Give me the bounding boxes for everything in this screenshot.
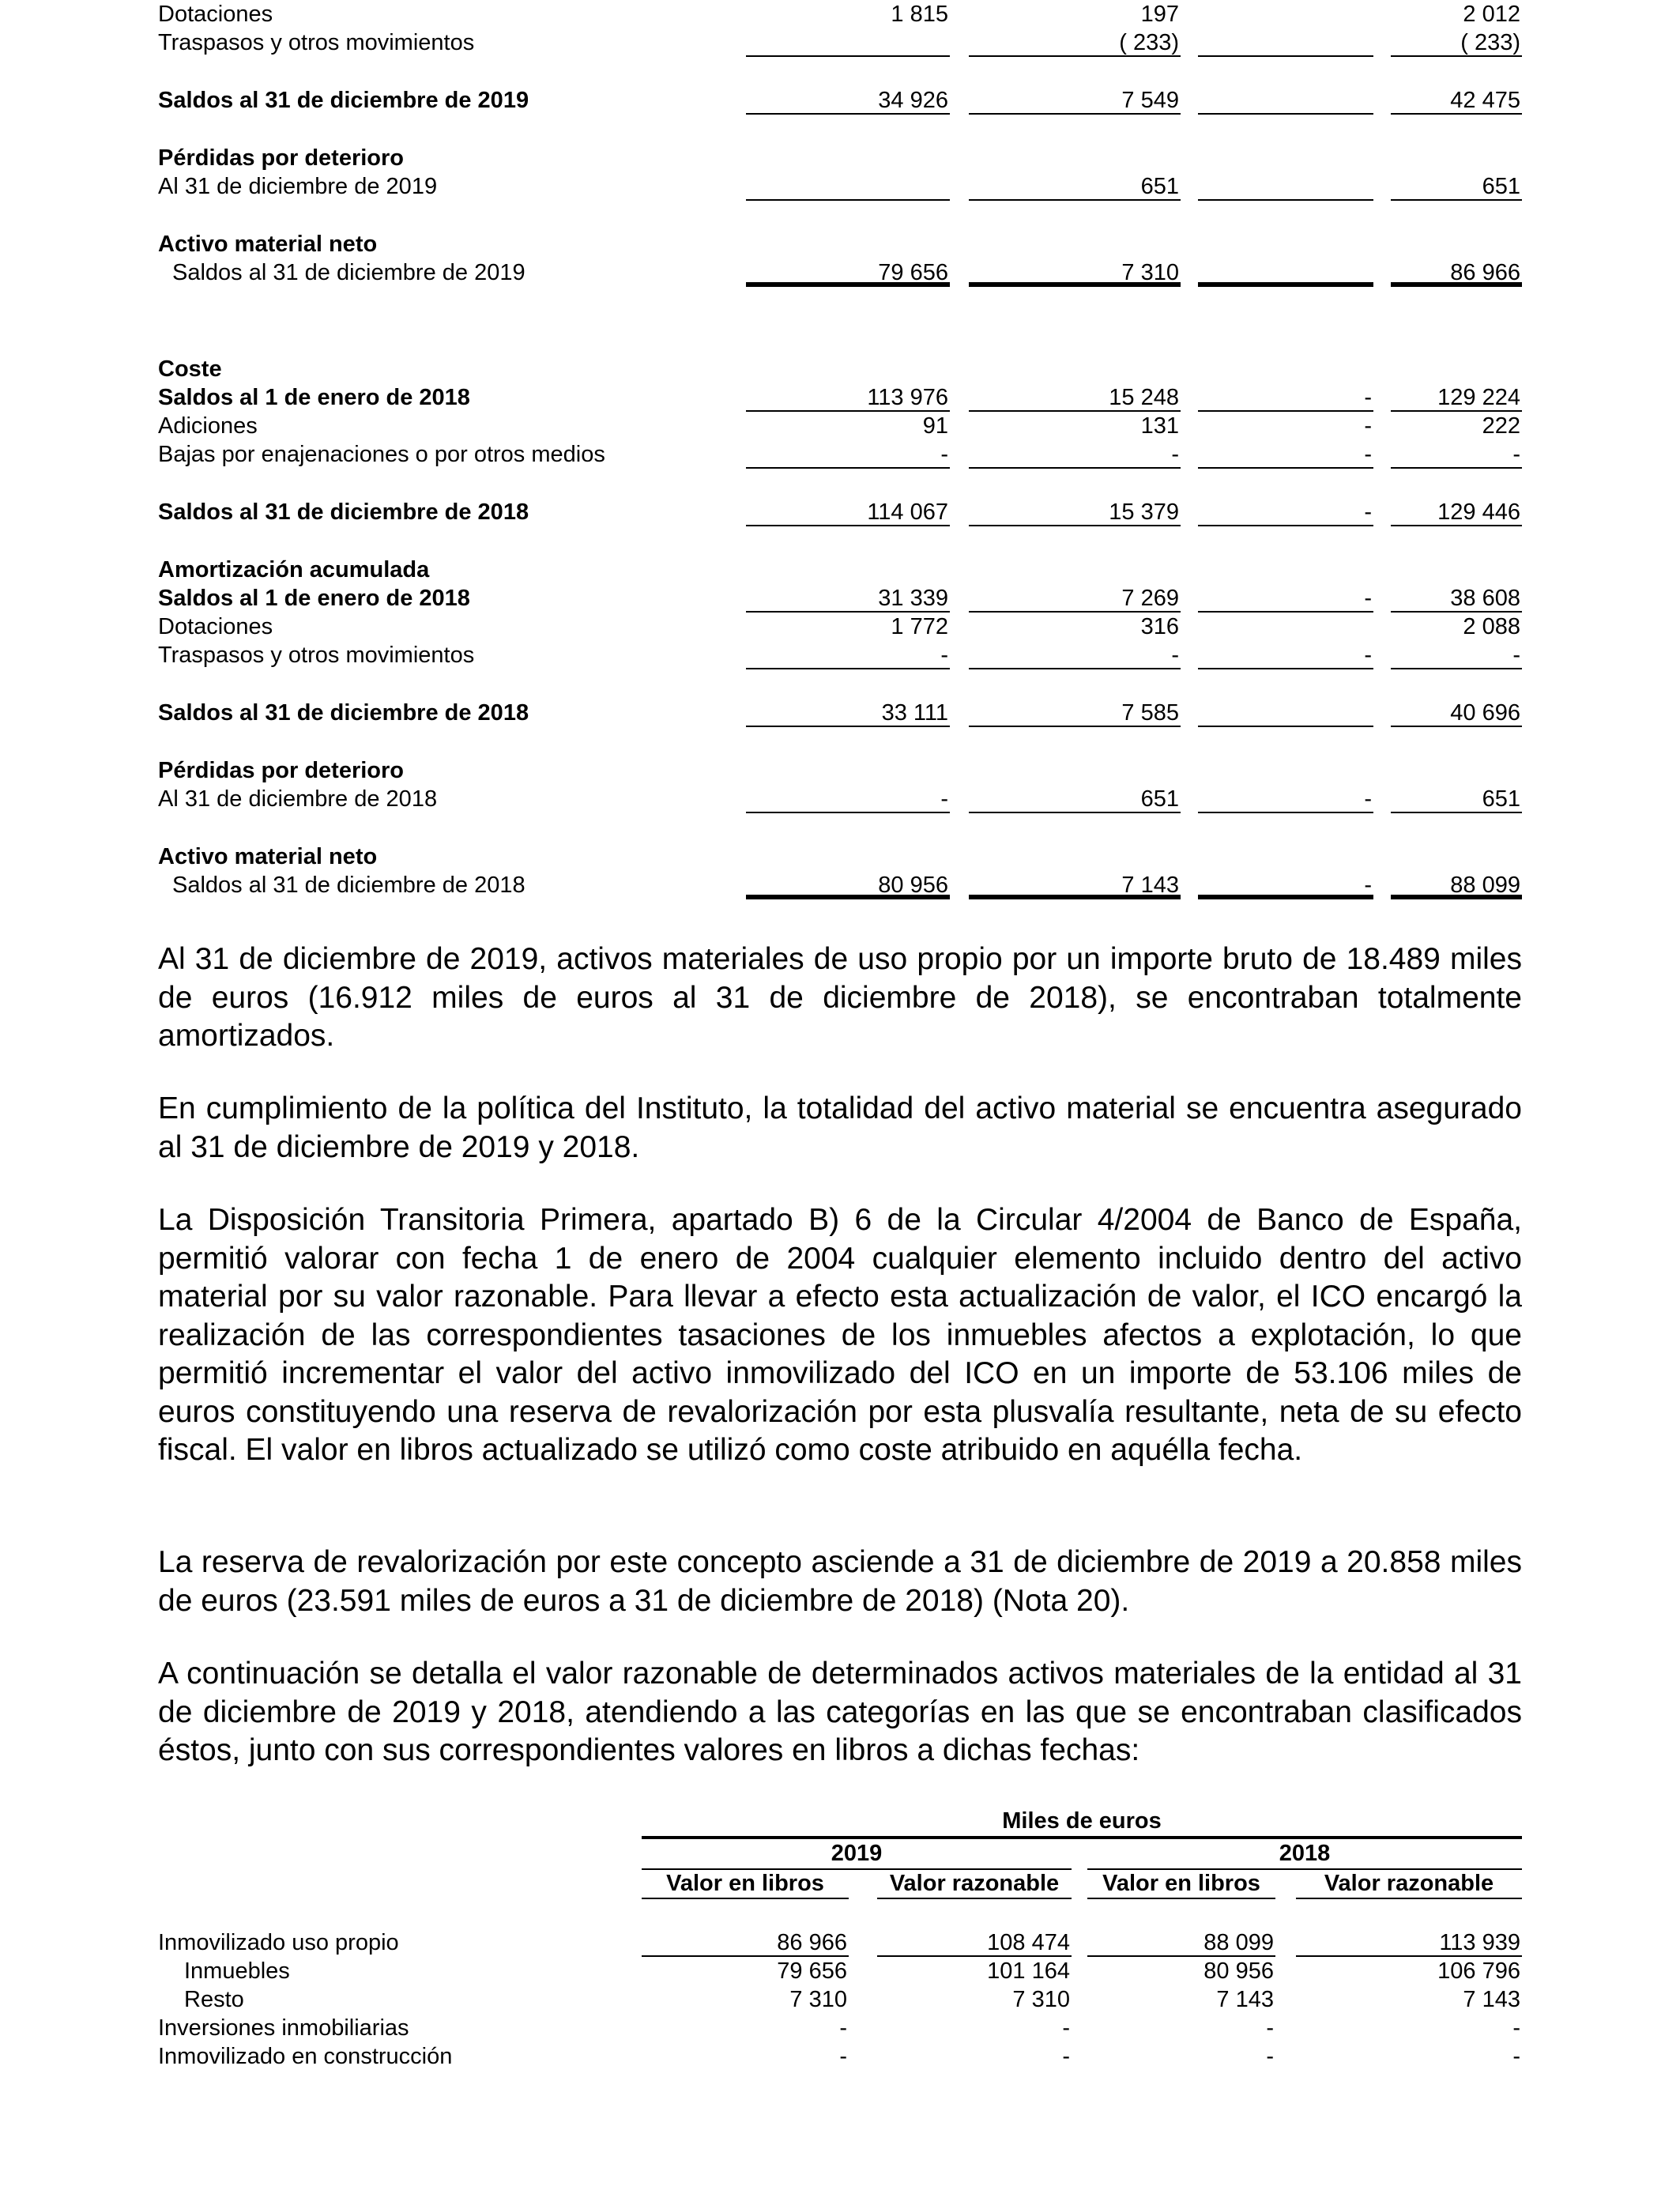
cell-value [746,172,950,201]
cell-value: - [1364,413,1372,439]
cell-value: 129 224 [1391,383,1522,412]
cell-value: - [1198,871,1373,899]
section-heading [0,756,1680,785]
paragraph-revaluation: La Disposición Transitoria Primera, apartado B) 6 de la Circular 4/2004 de Banco de España, permitió valorar con fecha 1 de enero de 2004 cualquier elemento incluido dentro del activo material por su valor razonable. Para llevar a efecto esta actualización de valor, el ICO encargó la realización de las correspondientes tasaciones de los inmuebles afectos a explotación, lo que permitió incrementar el valor del activo inmovilizado del ICO en un importe de 53.106 miles de euros constituyendo una reserva de revalorización por esta plusvalía resultante, neta de su efecto fiscal. El valor en libros actualizado se utilizó como coste atribuido en aquélla fecha. [158,1203,1522,1467]
cell-value: - [1198,641,1373,669]
cell-value [1198,86,1373,115]
cell-value [1198,28,1373,57]
divider [1087,1898,1275,1899]
cell-value: - [1266,2015,1274,2041]
cell-value [1198,0,1373,28]
table-row [0,2014,1680,2042]
table-row [0,584,1680,613]
cell-value: 40 696 [1391,699,1522,727]
cell-value: 7 143 [969,871,1181,899]
year-header-2019: 2019 [831,1841,883,1866]
row-label: Bajas por enajenaciones o por otros medios [158,442,605,467]
row-label: Amortización acumulada [158,557,430,582]
row-label: Saldos al 1 de enero de 2018 [158,385,470,410]
cell-value [1198,258,1373,287]
table-row [0,86,1680,115]
table-row [0,1928,1680,1957]
cell-value: - [1512,2044,1520,2069]
table-row [0,440,1680,469]
cell-value: 31 339 [746,584,950,613]
cell-value: 7 310 [969,258,1181,287]
cell-value: 80 956 [746,871,950,899]
row-label: Saldos al 31 de diciembre de 2019 [172,260,525,285]
table-row [0,613,1680,641]
table-row [0,383,1680,412]
cell-value: 316 [1140,614,1179,639]
cell-value: 79 656 [746,258,950,287]
col-header-fair-value-2019: Valor razonable [889,1871,1060,1896]
cell-value: 79 656 [777,1958,847,1984]
cell-value: 91 [922,413,948,439]
cell-value: 38 608 [1391,584,1522,613]
cell-value: 197 [1140,2,1179,27]
paragraph-insurance: En cumplimiento de la política del Instituto, la totalidad del activo material se encuentra asegurado al 31 de diciembre de 2019 y 2018. [158,1091,1522,1164]
section-heading [0,843,1680,871]
paragraph-fair-value-intro: A continuación se detalla el valor razonable de determinados activos materiales de la entidad al 31 de diciembre de 2019 y 2018, atendiendo a las categorías en las que se encontraban clasificados éstos, junto con sus correspondientes valores en libros a dichas fechas: [158,1657,1522,1767]
cell-value: - [1198,498,1373,526]
cell-value: - [746,785,950,813]
cell-value: - [1198,440,1373,469]
cell-value [1198,699,1373,727]
row-label: Al 31 de diciembre de 2018 [158,786,438,812]
row-label: Coste [158,356,222,382]
cell-value: 7 549 [969,86,1181,115]
cell-value: 7 310 [789,1987,847,2012]
cell-value: 1 815 [891,2,948,27]
cell-value: 108 474 [877,1928,1072,1957]
row-label: Saldos al 31 de diciembre de 2018 [158,499,529,525]
section-heading [0,230,1680,258]
cell-value: - [1266,2044,1274,2069]
cell-value: 113 939 [1296,1928,1522,1957]
cell-value: 651 [1391,172,1522,201]
cell-value: 222 [1482,413,1520,439]
table-row [0,1957,1680,1985]
cell-value: 34 926 [746,86,950,115]
cell-value: - [1062,2015,1070,2041]
cell-value: ( 233) [969,28,1181,57]
cell-value [746,28,950,57]
cell-value: - [1391,440,1522,469]
table-row [0,28,1680,57]
row-label: Saldos al 1 de enero de 2018 [158,586,470,611]
cell-value: ( 233) [1391,28,1522,57]
table-row [0,172,1680,201]
cell-value: - [969,641,1181,669]
section-heading [0,556,1680,584]
unit-header: Miles de euros [1002,1808,1162,1834]
divider [1296,1898,1522,1899]
cell-value: 2 088 [1463,614,1520,639]
cell-value: 7 269 [969,584,1181,613]
cell-value: 101 164 [987,1958,1070,1984]
cell-value: 7 310 [1012,1987,1070,2012]
row-label: Pérdidas por deterioro [158,758,405,783]
cell-value: - [839,2015,847,2041]
cell-value: 7 585 [969,699,1181,727]
cell-value: 651 [969,785,1181,813]
table-row [0,785,1680,813]
col-header-fair-value-2018: Valor razonable [1324,1871,1494,1896]
cell-value: 7 143 [1463,1987,1520,2012]
divider [877,1898,1072,1899]
cell-value: 7 143 [1216,1987,1274,2012]
row-label: Inversiones inmobiliarias [158,2015,409,2041]
row-label: Al 31 de diciembre de 2019 [158,174,438,199]
table-row [0,699,1680,727]
cell-value: 129 446 [1391,498,1522,526]
row-label: Resto [184,1987,244,2012]
row-label: Traspasos y otros movimientos [158,643,475,668]
table-row [0,641,1680,669]
row-label: Dotaciones [158,2,273,27]
cell-value [1198,613,1373,641]
cell-value: 80 956 [1203,1958,1274,1984]
cell-value: - [746,641,950,669]
cell-value: - [1062,2044,1070,2069]
row-label: Inmovilizado en construcción [158,2044,453,2069]
paragraph-revaluation-reserve: La reserva de revalorización por este concepto asciende a 31 de diciembre de 2019 a 20.858 miles de euros (23.591 miles de euros a 31 de diciembre de 2018) (Nota 20). [158,1545,1522,1618]
cell-value: - [839,2044,847,2069]
row-label: Saldos al 31 de diciembre de 2019 [158,88,529,113]
row-label: Saldos al 31 de diciembre de 2018 [158,700,529,726]
cell-value: 114 067 [746,498,950,526]
row-label: Traspasos y otros movimientos [158,30,475,55]
cell-value: - [1391,641,1522,669]
cell-value: 86 966 [1391,258,1522,287]
row-label: Inmuebles [184,1958,290,1984]
cell-value: - [1198,785,1373,813]
table-row [0,0,1680,28]
cell-value: 2 012 [1463,2,1520,27]
cell-value: 33 111 [746,699,950,727]
paragraph-amortized-assets: Al 31 de diciembre de 2019, activos materiales de uso propio por un importe bruto de 18.489 miles de euros (16.912 miles de euros al 31 de diciembre de 2018), se encontraban totalmente amortizados. [158,942,1522,1053]
divider [642,1898,849,1899]
cell-value: 1 772 [891,614,948,639]
cell-value: 15 379 [969,498,1181,526]
cell-value: - [746,440,950,469]
row-label: Adiciones [158,413,258,439]
section-heading [0,355,1680,383]
table-row [0,1985,1680,2014]
cell-value: 106 796 [1437,1958,1520,1984]
row-label: Activo material neto [158,844,378,869]
row-label: Dotaciones [158,614,273,639]
col-header-book-value-2018: Valor en libros [1102,1871,1260,1896]
section-heading [0,144,1680,172]
row-label: Activo material neto [158,232,378,257]
cell-value: 42 475 [1391,86,1522,115]
cell-value: - [1512,2015,1520,2041]
cell-value: 651 [969,172,1181,201]
cell-value: 15 248 [969,383,1181,412]
cell-value: - [969,440,1181,469]
cell-value: 131 [1140,413,1179,439]
table-row [0,2042,1680,2071]
col-header-book-value-2019: Valor en libros [666,1871,824,1896]
year-header-2018: 2018 [1279,1841,1331,1866]
table-row [0,498,1680,526]
cell-value: - [1198,383,1373,412]
table-row [0,871,1680,899]
cell-value: 113 976 [746,383,950,412]
cell-value: 88 099 [1087,1928,1275,1957]
table-row [0,258,1680,287]
cell-value: - [1198,584,1373,613]
row-label: Inmovilizado uso propio [158,1930,399,1955]
cell-value: 651 [1391,785,1522,813]
row-label: Pérdidas por deterioro [158,145,405,171]
cell-value [1198,172,1373,201]
cell-value: 86 966 [642,1928,849,1957]
row-label: Saldos al 31 de diciembre de 2018 [172,873,525,898]
table-row [0,412,1680,440]
cell-value: 88 099 [1391,871,1522,899]
